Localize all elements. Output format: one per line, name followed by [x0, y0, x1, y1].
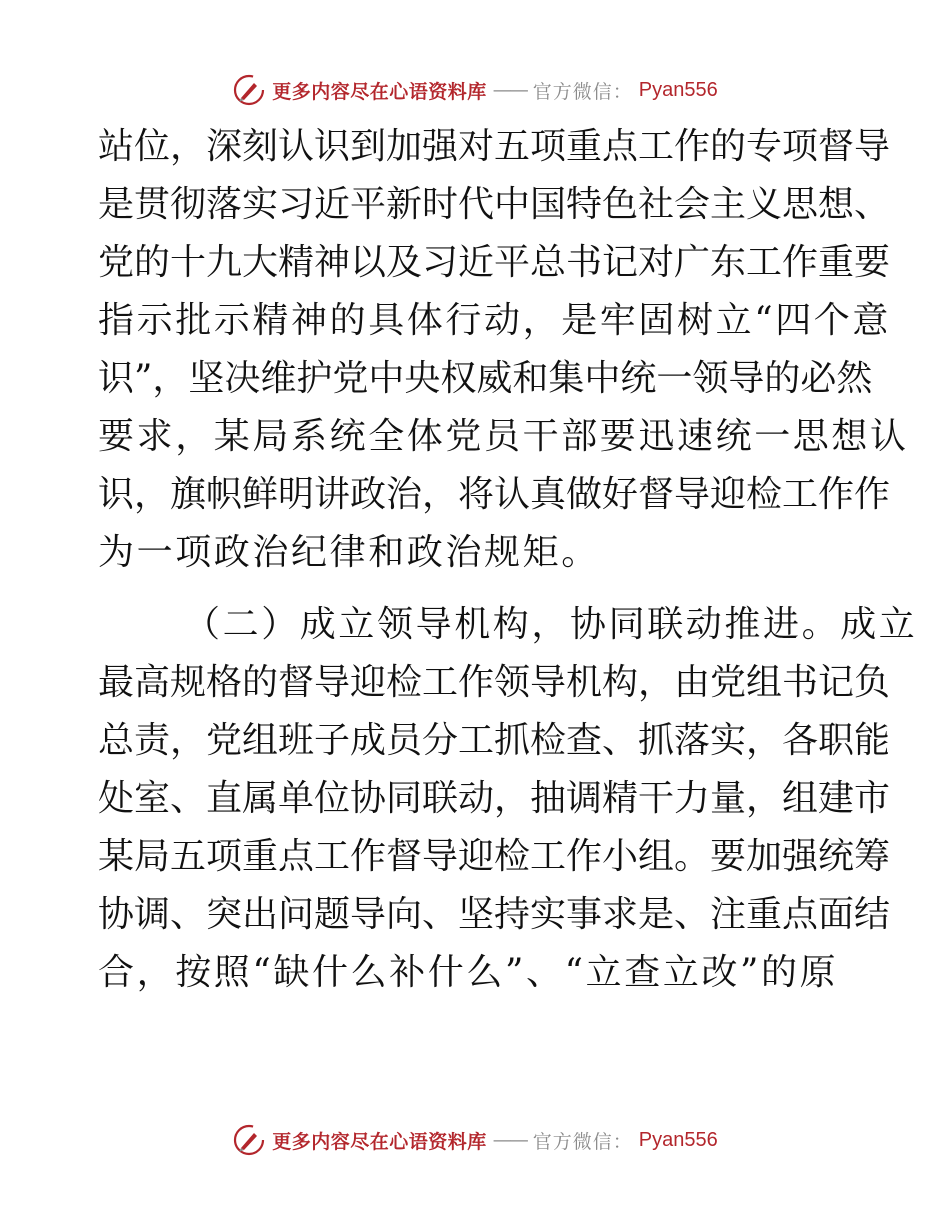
- header-brand-text: 更多内容尽在心语资料库: [272, 80, 487, 103]
- footer-brand-text: 更多内容尽在心语资料库: [272, 1130, 487, 1153]
- text-line: 为一项政治纪律和政治规矩。: [98, 532, 600, 573]
- text-line: （二）成立领导机构，协同联动推进。成立: [184, 604, 918, 645]
- text-line: 识，旗帜鲜明讲政治，将认真做好督导迎检工作作: [98, 474, 891, 515]
- paragraph-2: [98, 596, 918, 1002]
- text-line: 处室、直属单位协同联动，抽调精干力量，组建市: [98, 778, 891, 819]
- text-line: 最高规格的督导迎检工作领导机构，由党组书记负: [98, 662, 891, 703]
- red-pen-logo-icon: [232, 1123, 266, 1157]
- paragraph-gap: [98, 582, 858, 596]
- text-line: 指示批示精神的具体行动，是牢固树立“四个意: [98, 300, 892, 341]
- footer-wechat-id: Pyan556: [638, 1128, 718, 1151]
- red-pen-logo-icon: [232, 73, 266, 107]
- header-banner: [0, 70, 950, 110]
- footer-official-label: 官方微信：: [532, 1130, 633, 1153]
- footer-banner: [0, 1120, 950, 1160]
- text-line: 识”，坚决维护党中央权威和集中统一领导的必然: [98, 358, 873, 399]
- text-line: 协调、突出问题导向、坚持实事求是、注重点面结: [98, 894, 891, 935]
- header-dash: ——: [492, 79, 527, 101]
- header-official-label: 官方微信：: [532, 80, 633, 103]
- text-line: 党的十九大精神以及习近平总书记对广东工作重要: [98, 242, 891, 283]
- footer-dash: ——: [492, 1129, 527, 1151]
- text-line: 总责，党组班子成员分工抓检查、抓落实，各职能: [98, 720, 891, 761]
- text-line: 合，按照“缺什么补什么”、“立查立改”的原: [98, 952, 839, 993]
- text-line: 某局五项重点工作督导迎检工作小组。要加强统筹: [98, 836, 891, 877]
- text-line: 站位，深刻认识到加强对五项重点工作的专项督导: [98, 126, 891, 167]
- text-line: 要求，某局系统全体党员干部要迅速统一思想认: [98, 416, 909, 457]
- header-wechat-id: Pyan556: [638, 78, 718, 101]
- document-body: [98, 118, 918, 1002]
- text-line: 是贯彻落实习近平新时代中国特色社会主义思想、: [98, 184, 891, 225]
- paragraph-1: [98, 118, 909, 582]
